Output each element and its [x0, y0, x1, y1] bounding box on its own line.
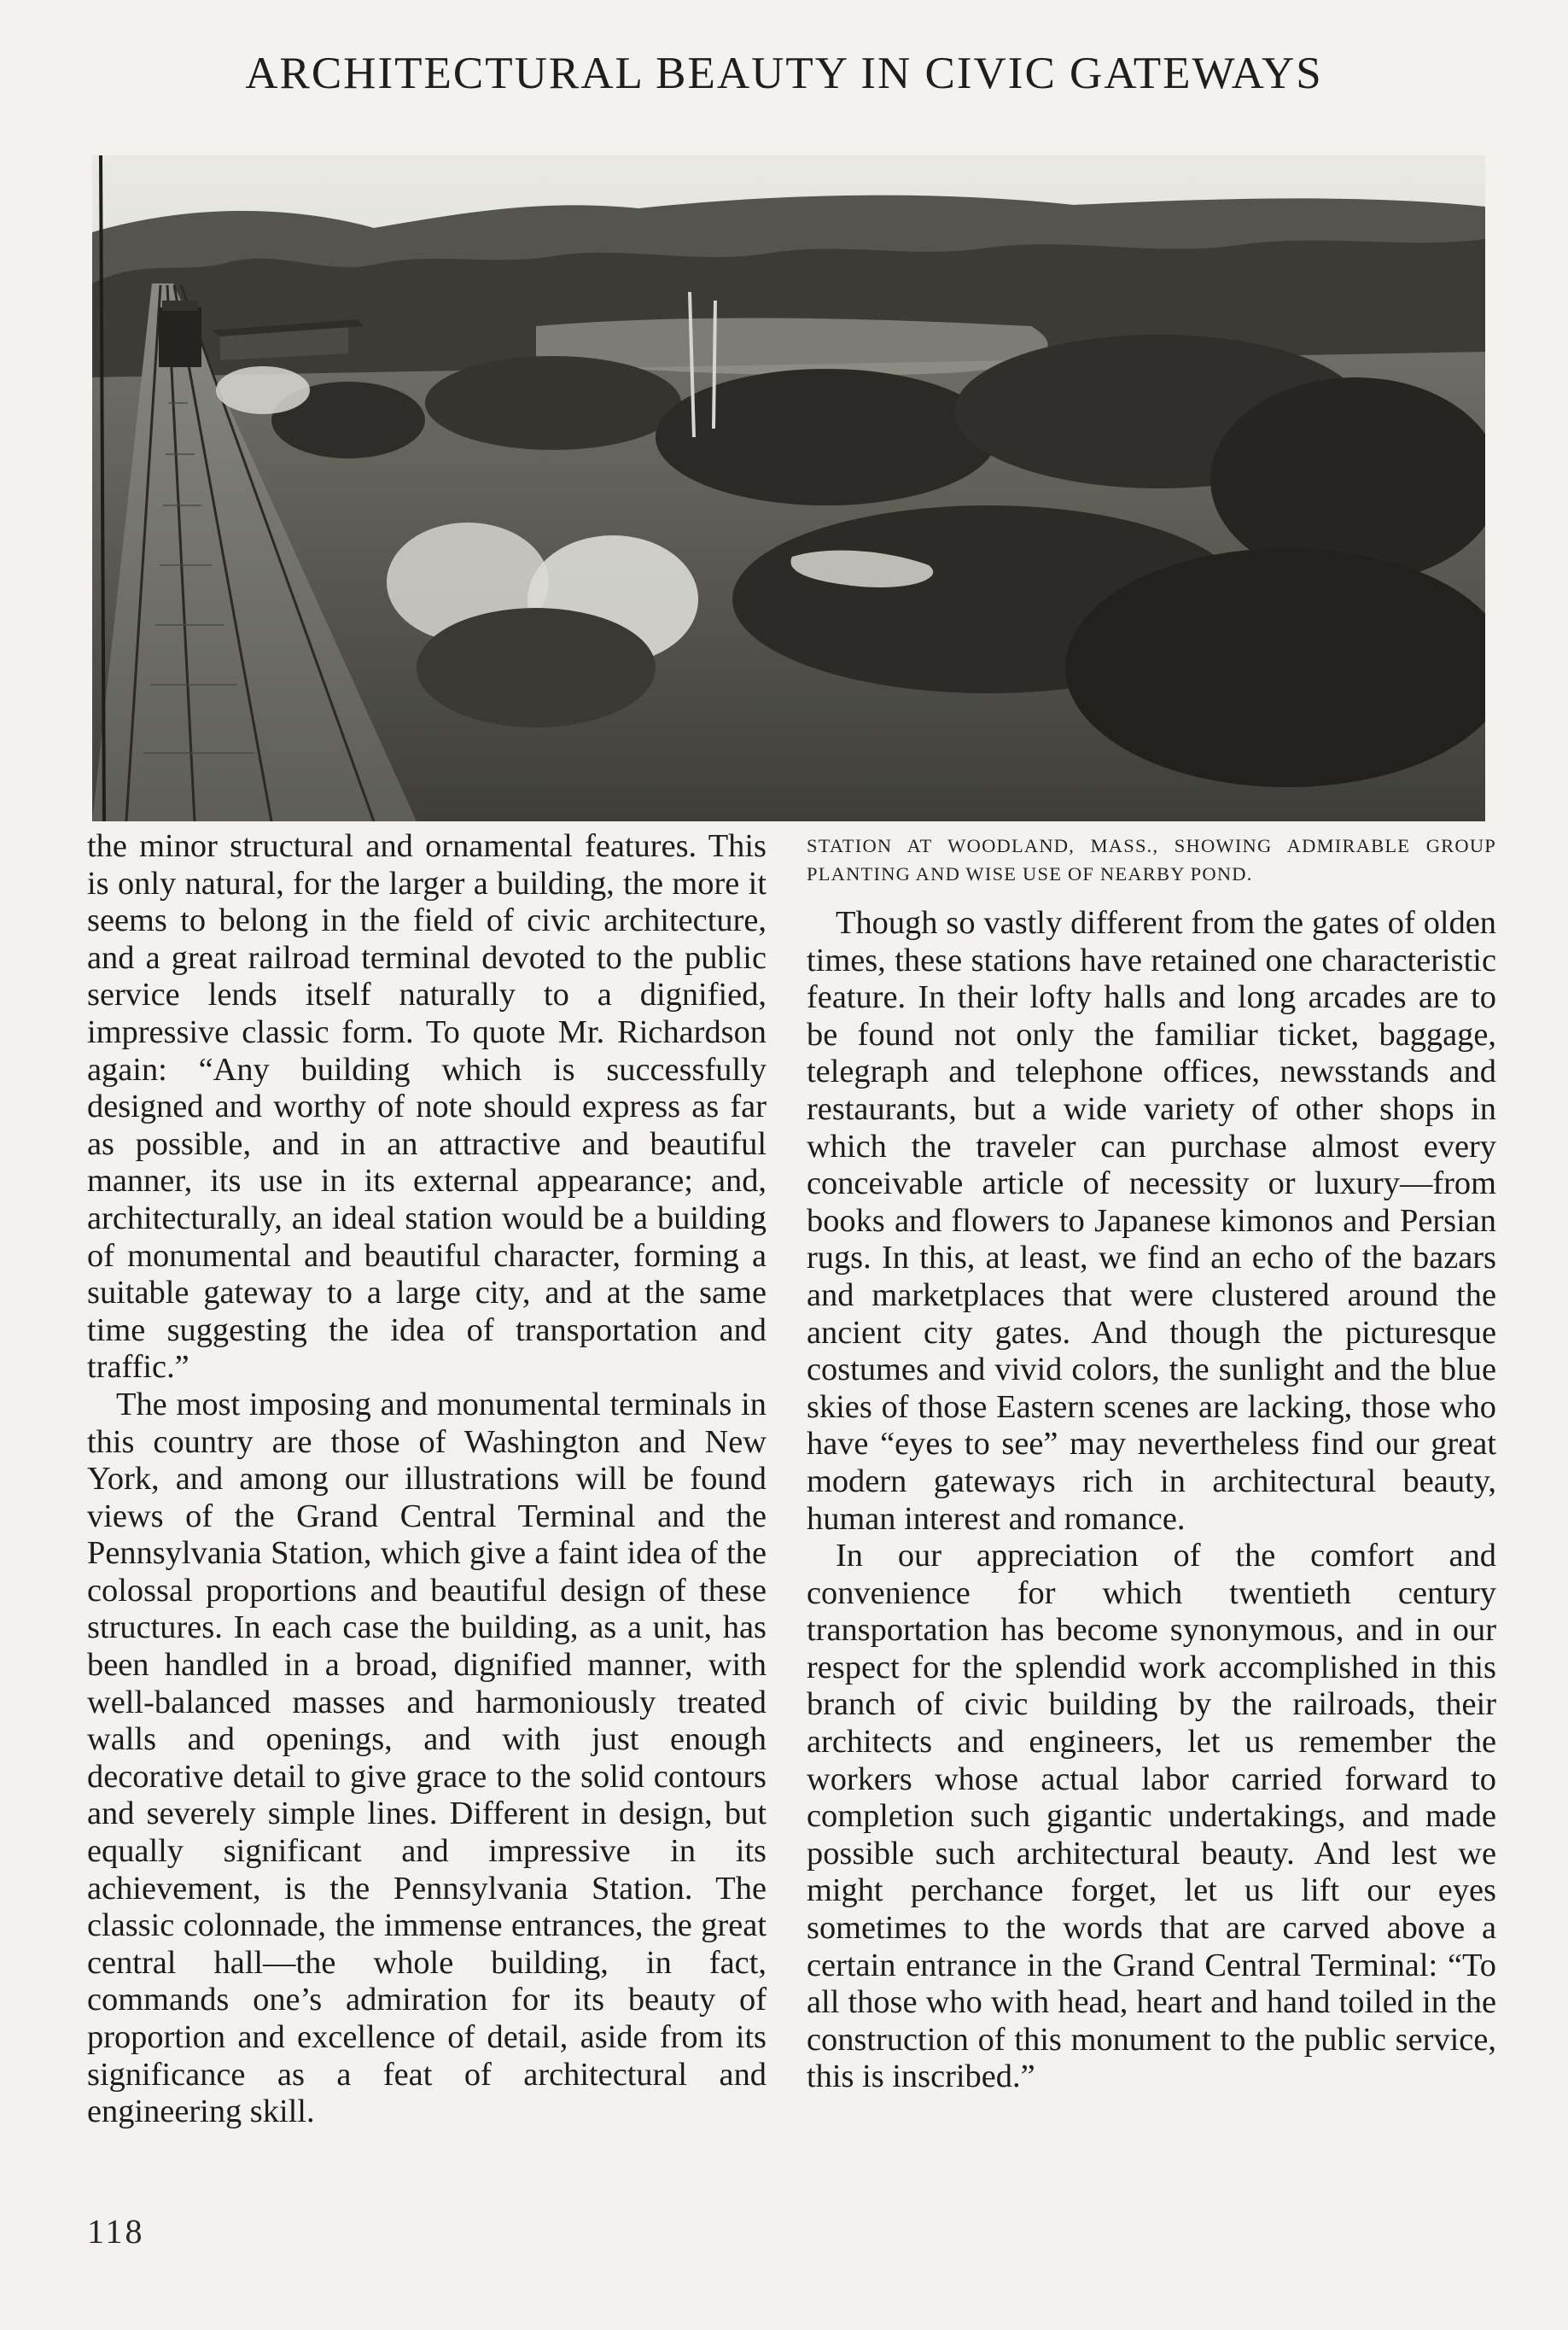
right-column: [807, 905, 1496, 2096]
left-paragraph-1: the minor structural and ornamental features. This is only natural, for the larger a building, the more it seems to belong in the field of civic architecture, and a great railroad terminal devoted to the public service lends itself naturally to a dignified, impressive classic form. To quote Mr. Richardson again: “Any building which is successfully designed and worthy of note should express as far as possible, and in an attractive and beautiful manner, its use in its external appearance; and, architecturally, an ideal station would be a building of monumental and beautiful character, forming a suitable gateway to a large city, and at the same time suggesting the idea of transportation and traffic.”: [87, 828, 767, 1386]
left-column: [87, 828, 767, 2131]
station-photograph-image: [92, 155, 1485, 821]
running-head: ARCHITECTURAL BEAUTY IN CIVIC GATEWAYS: [245, 49, 1323, 98]
right-paragraph-1: Though so vastly different from the gates of olden times, these stations have retained one characteristic feature. In their lofty halls and long arcades are to be found not only the familiar ticket, baggage, telegraph and telephone offices, newsstands and restaurants, but a wide variety of other shops in which the traveler can purchase almost every conceivable article of necessity or luxury—from books and flowers to Japanese kimonos and Persian rugs. In this, at least, we find an echo of the bazars and marketplaces that were clustered around the ancient city gates. And though the picturesque costumes and vivid colors, the sunlight and the blue skies of those Eastern scenes are lacking, those who have “eyes to see” may nevertheless find our great modern gateways rich in architectural beauty, human interest and romance.: [807, 905, 1496, 1537]
right-paragraph-2: In our appreciation of the comfort and convenience for which twentieth century transportation has become synonymous, and in our respect for the splendid work accomplished in this branch of civic building by the railroads, their architects and engineers, let us remember the workers whose actual labor carried forward to completion such gigantic undertakings, and made possible such architectural beauty. And lest we might perchance forget, let us lift our eyes sometimes to the words that are carved above a certain entrance in the Grand Central Terminal: “To all those who with head, heart and hand toiled in the construction of this monument to the public service, this is inscribed.”: [807, 1538, 1496, 2095]
page-number: 118: [87, 2212, 145, 2251]
station-photograph: [92, 155, 1485, 821]
left-paragraph-2: The most imposing and monumental terminals in this country are those of Washington and New York, and among our illustrations will be found views of the Grand Central Terminal and the Pennsylvania Station, which give a faint idea of the colossal proportions and beautiful design of these structures. In each case the building, as a unit, has been handled in a broad, dignified manner, with well-balanced masses and harmoniously treated walls and openings, and with just enough decorative detail to give grace to the solid contours and severely simple lines. Different in design, but equally significant and impressive in its achievement, is the Pennsylvania Station. The classic colonnade, the immense entrances, the great central hall—the whole building, in fact, commands one’s admiration for its beauty of proportion and excellence of detail, aside from its significance as a feat of architectural and engineering skill.: [87, 1386, 767, 2130]
figure-caption: STATION AT WOODLAND, MASS., SHOWING ADMIRABLE GROUP PLANTING AND WISE USE OF NEARBY POND.: [807, 835, 1496, 885]
